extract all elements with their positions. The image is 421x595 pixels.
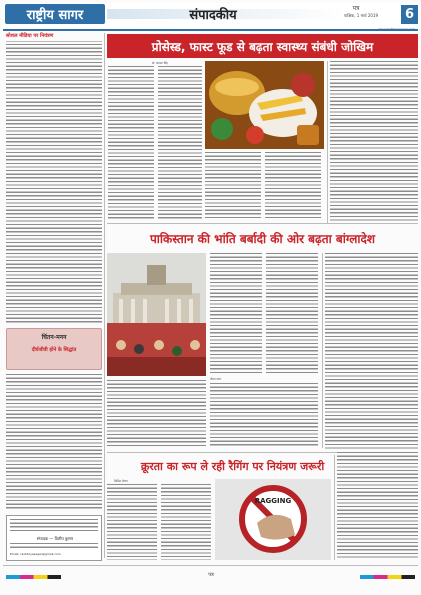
second-col-3 [325,253,418,449]
paper-name [5,4,105,24]
paper-name-text: राष्ट्रीय सागर [26,8,84,23]
lead-col-4-bottom [265,152,321,220]
third-col-3 [337,452,418,560]
third-headline: क्रूरता का रूप ले रही रैगिंग पर नियंत्रण जरूरी [140,459,325,473]
lead-col-1 [108,66,154,220]
third-headline-box [110,455,355,477]
ragging-sign-illustration [215,479,331,560]
page-number-box [401,5,418,24]
third-col-2 [161,484,211,560]
section-title: संपादकीय [189,8,237,23]
lead-headline: प्रोसेस्ड, फास्ट फूड से बढ़ता स्वास्थ्य संबंधी जोखिम [151,39,374,54]
lead-col-5 [330,61,418,222]
food-illustration [205,61,324,149]
second-col-1 [210,253,262,374]
masthead-rule [3,29,418,31]
parliament-photo [107,253,206,376]
thought-label: चिंतन-मनन [41,334,67,341]
imprint-details [10,543,98,549]
ragging-sign-text: RAGGING [254,497,292,505]
footer-color-bar-right [360,575,415,579]
thought-body [6,374,102,511]
footer-color-bar-left [6,575,61,579]
editorial-title-rule [6,41,102,42]
imprint-email: Email: rashtriyasagar@gmail.com [10,552,61,556]
imprint-body [10,519,98,532]
lead-col-3-bottom [205,152,261,220]
third-col-1 [107,484,157,560]
footer-rule [3,565,418,566]
second-byline: गौतम लाल [210,377,221,381]
lead-bottom-rule [107,223,418,224]
thought-title: दीर्घजीवी होने के सिद्धांत [31,347,77,353]
folio-label: पत्र [352,5,360,12]
page-number: 6 [404,7,415,22]
lead-divider [327,61,328,223]
lead-headline-bar [107,34,418,58]
second-headline-box [107,226,418,250]
imprint-box [6,515,102,561]
parliament-illustration [107,253,206,376]
masthead [3,3,418,28]
thought-box [6,328,102,370]
lead-col-2 [158,66,202,220]
third-byline: शिक्षित नीलम [114,479,128,483]
sidebar-editorial [6,33,102,323]
imprint-editor: संपादक — दिलीप कुमार [36,536,74,541]
second-col-4 [107,380,206,448]
lead-byline: डॉ. कामना सिंह [152,61,168,65]
editorial-body [6,44,102,323]
footer-page-label: पत्र [208,572,214,578]
second-headline: पाकिस्तान की भांति बर्बादी की ओर बढ़ता बांग्लादेश [149,231,376,246]
second-col-2 [266,253,318,374]
second-col-5 [210,383,318,448]
editorial-title: सोशल मीडिया पर नियंत्रण [6,33,54,39]
sidebar-divider [104,33,105,558]
third-divider [334,455,335,560]
ragging-photo [215,479,331,560]
issue-date: पाक्षिक, 1 मार्च 2019 [343,13,379,18]
second-divider [322,253,323,448]
food-photo [205,61,324,149]
